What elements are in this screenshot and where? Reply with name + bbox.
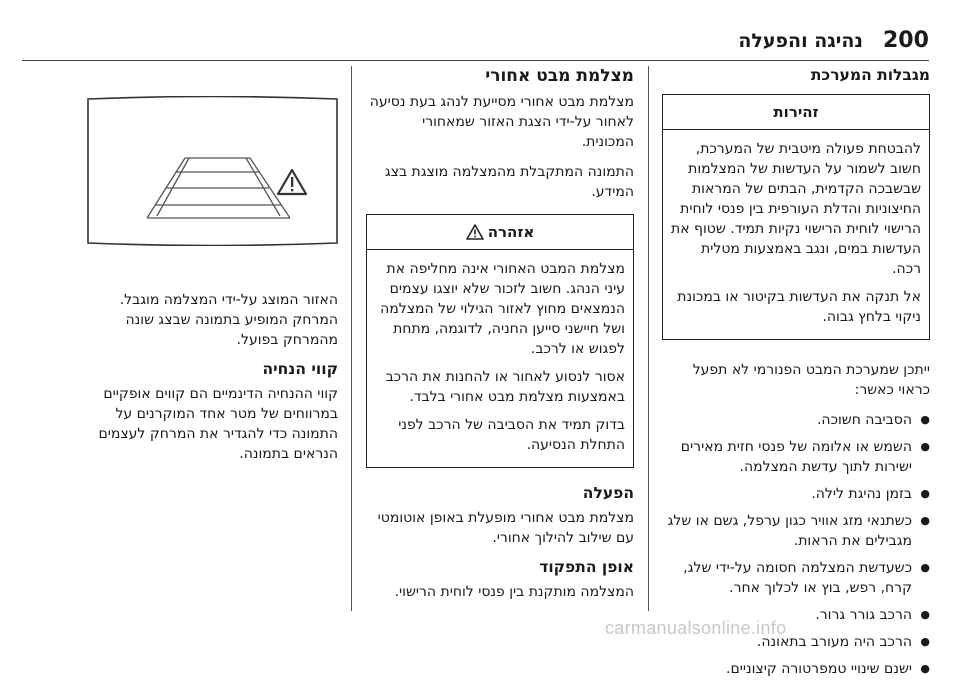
right-column xyxy=(662,66,930,686)
warning-title: אזהרה xyxy=(487,223,535,241)
warning-text-2: אסור לנסוע לאחור או להחנות את הרכב באמצעות מצלמת מבט אחורי בלבד. xyxy=(385,369,625,405)
list-item: ● ישנם שינויי טמפרטורה קיצוניים. xyxy=(662,659,930,679)
list-item: ● כשעדשת המצלמה חסומה על-ידי שלג, קרח, רפש, בוץ או לכלוך אחר. xyxy=(662,558,930,598)
left-column xyxy=(88,290,338,474)
column-divider-right xyxy=(648,66,649,611)
warning-triangle-icon xyxy=(278,170,306,194)
list-item: ● בזמן נהיגת לילה. xyxy=(662,484,930,504)
function-heading: אופן התפקוד xyxy=(539,558,634,576)
camera-display-illustration xyxy=(85,96,340,246)
guidelines-heading: קווי הנחיה xyxy=(262,360,338,378)
caution-title: זהירות xyxy=(663,95,929,130)
list-item: ● הרכב היה מעורב בתאונה. xyxy=(662,632,930,652)
caution-text-2: אל תנקה את העדשות בקיטור או במכונת ניקוי בלחץ גבוה. xyxy=(677,289,921,325)
warning-triangle-icon xyxy=(466,224,484,240)
activation-text: מצלמת מבט אחורי מופעלת באופן אוטומטי עם שילוב להילוך אחורי. xyxy=(377,510,634,546)
list-item: ● הרכב גורר גרור. xyxy=(662,605,930,625)
rear-camera-display: התמונה המתקבלת מהמצלמה מוצגת בצג המידע. xyxy=(384,164,634,200)
activation-heading: הפעלה xyxy=(582,484,634,502)
page-number: 200 xyxy=(883,28,929,53)
rear-camera-intro: מצלמת מבט אחורי מסייעת לנהג בעת נסיעה לאחור על-ידי הצגת האזור שמאחורי המכונית. xyxy=(369,94,634,150)
list-item: ● השמש או אלומה של פנסי חזית מאירים ישירות לתוך עדשת המצלמה. xyxy=(662,437,930,477)
system-limits-heading: מגבלות המערכת xyxy=(810,66,930,84)
column-divider-left xyxy=(351,66,352,611)
warning-text-1: מצלמת המבט האחורי אינה מחליפה את עיני הנהג. חשוב לזכור שלא יוצגו עצמים הנמצאים מחוץ לאזור הגילוי של המצלמה ושל חיישני סייען החניה, לדוגמה, מתחת לפגוש או לרכב. xyxy=(380,261,625,357)
function-text: המצלמה מותקנת בין פנסי לוחית הרישוי. xyxy=(394,584,634,600)
warning-text-3: בדוק תמיד את הסביבה של הרכב לפני התחלת הנסיעה. xyxy=(398,417,625,453)
display-range-text: האזור המוצג על-ידי המצלמה מוגבל. המרחק המופיע בתמונה שבצג שונה מהמרחק בפועל. xyxy=(119,292,338,348)
watermark: carmanualsonline.info xyxy=(605,618,787,638)
chapter-title: נהיגה והפעלה xyxy=(738,30,863,52)
middle-column xyxy=(366,66,634,612)
caution-box xyxy=(662,94,930,340)
limits-intro: ייתכן שמערכת המבט הפנורמי לא תפעל כראוי כאשר: xyxy=(692,362,930,398)
warning-box xyxy=(366,214,634,468)
header-rule xyxy=(22,60,929,61)
rear-camera-heading: מצלמת מבט אחורי xyxy=(485,66,634,86)
guidelines-text: קווי ההנחיה הדינמיים הם קווים אופקיים במרווחים של מטר אחד המוקרנים על התמונה כדי להגדיר את המרחק לעצמים הנראים בתמונה. xyxy=(98,386,338,462)
caution-text-1: להבטחת פעולה מיטבית של המערכת, חשוב לשמור על העדשות של המצלמות שבשבכה הקדמית, הבתים של המראות החיצוניות והדלת העורפית בין פנסי לוחית הרישוי לוחית הרישוי נקיות תמיד. שטוף את העדשות במים, ונגב באמצעות מטלית רכה. xyxy=(671,141,921,277)
list-item: ● כשתנאי מזג אוויר כגון ערפל, גשם או שלג מגבילים את הראות. xyxy=(662,511,930,551)
list-item: ● הסביבה חשוכה. xyxy=(662,410,930,430)
